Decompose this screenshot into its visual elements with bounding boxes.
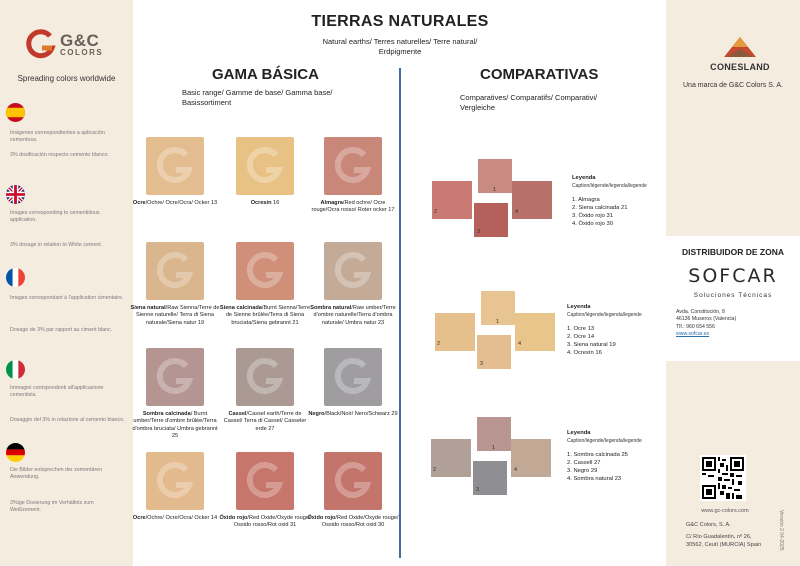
legend-item: 3. Óxido rojo 31	[572, 213, 613, 220]
logo-small-text: COLORS	[60, 47, 104, 57]
swatch-caption	[219, 305, 311, 327]
comparativas-title: COMPARATIVAS	[480, 66, 599, 83]
flag-note-it-2: Dosaggio del 3% in relazione al cemento bianco.	[10, 417, 125, 423]
swatch-caption	[307, 411, 399, 418]
distributor-website-link[interactable]: www.sofcar.es	[676, 330, 710, 337]
swatch-name: Negro	[308, 411, 325, 417]
sofcar-subtitle: Soluciones Técnicas	[693, 292, 773, 299]
tile-number: 2	[437, 341, 441, 347]
sofcar-logo: SOFCAR	[688, 265, 778, 287]
gc-address-1: C/ Río Guadalentín, nº 26,	[686, 533, 752, 540]
g-watermark-icon	[236, 348, 294, 406]
tile-number: 1	[496, 319, 500, 325]
flag-note-en-1: Images corresponding to cementitious application.	[10, 210, 100, 224]
qr-code-icon[interactable]	[700, 455, 746, 501]
tile-number: 1	[492, 445, 496, 451]
g-watermark-icon	[236, 137, 294, 195]
legend-item: 2. Ocre 14	[567, 334, 595, 341]
tile-number: 2	[434, 209, 438, 215]
legend-item: 4. Sombra natural 23	[567, 476, 622, 483]
tile-number: 3	[476, 487, 480, 493]
legend-item: 4. Ocresín 16	[567, 350, 602, 357]
gama-basica-subtitle: Basic range/ Gamme de base/ Gamma base/ Basissortiment	[182, 88, 333, 107]
conesland-mountain-icon	[720, 35, 760, 61]
swatch-caption	[219, 515, 311, 530]
color-swatch	[146, 452, 204, 510]
tile-number: 1	[493, 187, 497, 193]
legend-subtitle: Caption/légende/legenda/legende	[572, 183, 647, 189]
legend-item: 2. Cassell 27	[567, 460, 601, 467]
g-watermark-icon	[236, 242, 294, 300]
gc-address-2: 30562, Ceutí (MURCIA) Spain	[686, 541, 762, 548]
color-swatch	[324, 452, 382, 510]
color-swatch	[236, 242, 294, 300]
color-swatch	[146, 348, 204, 406]
swatch-description: /Ochre/ Ocre/Ocra/ Ocker 13	[145, 200, 218, 206]
swatch-caption	[129, 515, 221, 522]
uk-flag-icon	[6, 185, 25, 204]
flag-note-en-2: 3% dosage in relation to White cement.	[10, 242, 103, 248]
gc-colors-logo	[26, 28, 103, 60]
tile-number: 2	[433, 467, 437, 473]
distributor-address	[676, 309, 736, 338]
address-line-2: 46136 Museros (Valencia)	[676, 316, 737, 323]
comparison-tile	[431, 439, 471, 477]
swatch-description: /Red Oxide/Oxyde rouge/ Ossido rosso/Rot oxid 31	[233, 515, 311, 529]
swatch-caption	[129, 305, 221, 327]
swatch-description: /Cassel earth/Terre de Cassel/ Terra di Cassel/ Casseler erde 27	[223, 411, 307, 432]
swatch-description: /Raw Sienna/Terre de Sienne naturelle/ Terra di Siena naturale/Siena natur 19	[136, 305, 220, 326]
flag-note-de-1: Die Bilder entsprechen der zementären Anwendung.	[10, 467, 103, 481]
swatch-name: Almagra	[320, 200, 343, 206]
flag-note-fr-1: Images correspondant à l'application cimentaire.	[10, 295, 124, 301]
swatch-caption	[129, 200, 221, 207]
swatch-description: /Red ochre/ Ocre rouge/Ocra rosso/ Roter ocker 17	[311, 200, 395, 214]
phone: Tlf.: 960 654 556	[676, 323, 715, 330]
swatch-name: Óxido rojo	[219, 515, 248, 521]
color-swatch	[236, 348, 294, 406]
spain-flag-icon	[6, 103, 25, 122]
flag-note-it-1: Immagini corrispondenti all'applicazione cementizia.	[10, 385, 104, 399]
g-watermark-icon	[146, 137, 204, 195]
g-watermark-icon	[146, 452, 204, 510]
swatch-description: /Black/Noir/ Nero/Schwarz 29	[324, 411, 398, 417]
g-watermark-icon	[324, 452, 382, 510]
swatch-caption	[219, 200, 311, 207]
swatch-name: Óxido rojo	[307, 515, 336, 521]
conesland-name: CONESLAND	[710, 62, 770, 72]
page-subtitle: Natural earths/ Terres naturelles/ Terre natural/ Erdpigmente	[322, 37, 478, 56]
legend-list	[567, 451, 628, 483]
swatch-description: / Burnt umber/Terre d'ombre brûlée/Terra d'ombra bruciata/ Umbra gebrannt 25	[132, 411, 218, 439]
legend-item: 2. Siena calcinada 21	[572, 205, 628, 212]
germany-flag-icon	[6, 443, 25, 462]
legend-title: Leyenda	[567, 304, 591, 310]
swatch-description: /Raw umber/Terre d'ombre naturelle/Terra d'ombra naturale/ Umbra natur 23	[313, 305, 396, 326]
swatch-name: Ocre	[132, 515, 146, 521]
page-title: TIERRAS NATURALES	[311, 13, 489, 30]
logo-big-text: G&C	[60, 30, 100, 50]
version-label: Versión 2 04-2025	[778, 510, 784, 551]
address-line-1: Avda. Constitución, 8	[676, 309, 725, 315]
gc-footer	[686, 522, 761, 549]
g-watermark-icon	[236, 452, 294, 510]
swatch-caption	[307, 305, 399, 327]
legend-title: Leyenda	[567, 430, 591, 436]
legend-item: 1. Sombra calcinada 25	[567, 452, 628, 458]
color-swatch	[236, 452, 294, 510]
swatch-caption	[307, 515, 399, 530]
legend-item: 4. Óxido rojo 30	[572, 221, 613, 228]
legend-item: 1. Ocre 13	[567, 326, 595, 332]
comparativas-subtitle: Comparatives/ Comparatifs/ Comparativi/ Vergleiche	[460, 93, 598, 112]
tile-number: 3	[477, 229, 481, 235]
legend-item: 3. Negro 29	[567, 468, 598, 475]
flag-note-es-1: Imágenes correspondientes a aplicación cementosa.	[10, 130, 105, 144]
italy-flag-icon	[6, 360, 25, 379]
g-watermark-icon	[324, 137, 382, 195]
legend-item: 1. Almagra	[572, 197, 600, 203]
swatch-name: Sombra natural	[310, 305, 352, 311]
legend-item: 3. Siena natural 19	[567, 342, 616, 349]
conesland-brand-line: Una marca de G&C Colors S. A.	[683, 82, 783, 89]
color-swatch	[324, 348, 382, 406]
swatch-name: Siena natural	[130, 305, 166, 311]
swatch-name: Sombra calcinada	[142, 411, 191, 417]
legend-title: Leyenda	[572, 175, 596, 181]
swatch-description: 16	[271, 200, 280, 206]
color-swatch	[324, 137, 382, 195]
flag-note-fr-2: Dosage de 3% par rapport au ciment blanc.	[10, 327, 113, 333]
swatch-caption	[219, 411, 311, 433]
comparison-tile	[435, 313, 475, 351]
gama-basica-title: GAMA BÁSICA	[212, 66, 319, 83]
tile-number: 4	[515, 209, 519, 215]
tile-number: 3	[480, 361, 484, 367]
distributor-title: DISTRIBUIDOR DE ZONA	[682, 247, 784, 257]
g-watermark-icon	[324, 242, 382, 300]
color-swatch	[146, 242, 204, 300]
g-watermark-icon	[146, 242, 204, 300]
flag-note-es-2: 3% dosificación respecto cemento blanco.	[10, 152, 109, 158]
tagline: Spreading colors worldwide	[17, 74, 116, 83]
france-flag-icon	[6, 268, 25, 287]
swatch-caption	[129, 411, 221, 440]
swatch-description: /Burnt Sienna/Terre de Sienne brûlée/Terra di Siena bruciata/Siena gebrannt 21	[225, 305, 311, 326]
gc-company-name: G&C Colors, S. A.	[686, 522, 731, 528]
swatch-description: /Red Oxide/Oxyde rouge/ Ossido rosso/Rot oxid 30	[321, 515, 399, 529]
gc-website[interactable]: www.gc-colors.com	[701, 508, 749, 514]
legend-subtitle: Caption/légende/legenda/legende	[567, 438, 642, 444]
swatch-caption	[307, 200, 399, 215]
g-watermark-icon	[324, 348, 382, 406]
legend-subtitle: Caption/légende/legenda/legende	[567, 312, 642, 318]
color-swatch	[146, 137, 204, 195]
legend-list	[567, 325, 616, 357]
gc-logo-mark-icon	[26, 28, 56, 60]
tile-number: 4	[514, 467, 518, 473]
legend-list	[572, 196, 627, 228]
color-swatch	[236, 137, 294, 195]
swatch-name: Ocre	[132, 200, 146, 206]
swatch-description: /Ochre/ Ocre/Ocra/ Ocker 14	[145, 515, 218, 521]
tile-number: 4	[518, 341, 522, 347]
swatch-name: Cassel	[228, 411, 247, 417]
color-swatch	[324, 242, 382, 300]
comparison-tile	[432, 181, 472, 219]
g-watermark-icon	[146, 348, 204, 406]
swatch-name: Siena calcinada	[219, 305, 262, 311]
swatch-name: Ocresín	[250, 200, 272, 206]
flag-note-de-2: 3%ige Dosierung im Verhältnis zum Weißzement.	[10, 500, 94, 514]
section-divider	[399, 68, 401, 558]
